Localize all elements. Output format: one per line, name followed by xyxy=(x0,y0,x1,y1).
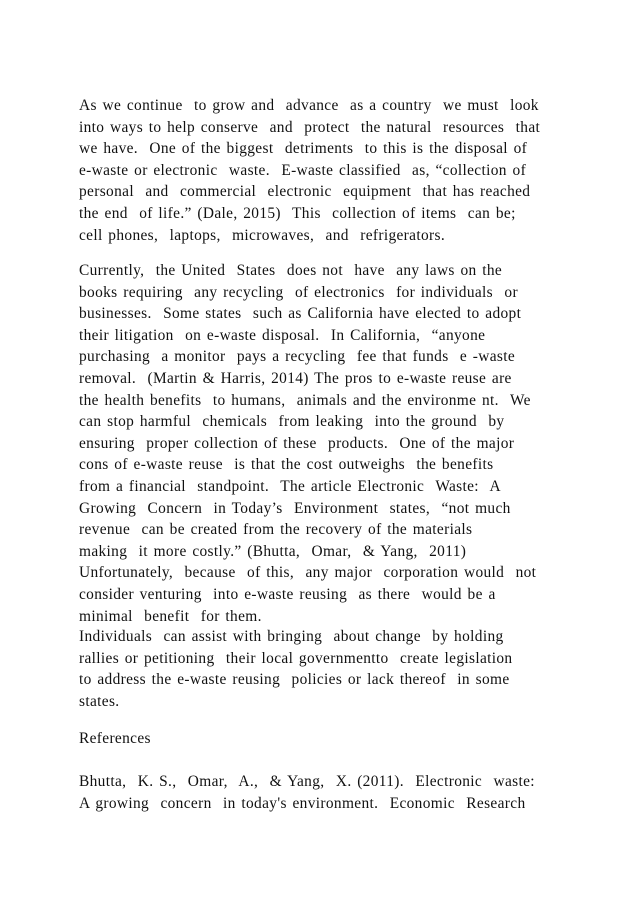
paragraph-laws xyxy=(79,260,579,627)
text-line: from a financial standpoint. The article Electronic Waste: A xyxy=(79,477,501,495)
reference-entry xyxy=(79,771,579,814)
text-line: making it more costly.” (Bhutta, Omar, & Yang, 2011) xyxy=(79,542,467,560)
text-line: personal and commercial electronic equipment that has reached xyxy=(79,183,531,201)
text-line: businesses. Some states such as California have elected to adopt xyxy=(79,305,522,323)
heading-text: References xyxy=(79,730,151,747)
text-line: rallies or petitioning their local governmentto create legislation xyxy=(79,649,513,667)
text-line: cons of e-waste reuse is that the cost outweighs the benefits xyxy=(79,456,494,474)
text-line: into ways to help conserve and protect the natural resources that xyxy=(79,118,541,136)
paragraph-intro xyxy=(79,95,579,246)
text-line: Unfortunately, because of this, any major corporation would not xyxy=(79,564,537,582)
text-line: e-waste or electronic waste. E-waste classified as, “collection of xyxy=(79,161,527,179)
text-line: can stop harmful chemicals from leaking into the ground by xyxy=(79,413,505,431)
text-line: cell phones, laptops, microwaves, and refrigerators. xyxy=(79,226,446,244)
text-line: Individuals can assist with bringing about change by holding xyxy=(79,628,504,645)
text-line: As we continue to grow and advance as a country we must look xyxy=(79,97,539,114)
text-line: the health benefits to humans, animals and the environme nt. We xyxy=(79,391,531,409)
text-line: removal. (Martin & Harris, 2014) The pros to e-waste reuse are xyxy=(79,369,512,387)
text-line: revenue can be created from the recovery of the materials xyxy=(79,521,473,539)
text-line: to address the e-waste reusing policies or lack thereof in some xyxy=(79,671,510,689)
text-line: consider venturing into e-waste reusing as there would be a xyxy=(79,585,496,603)
text-line: books requiring any recycling of electronics for individuals or xyxy=(79,283,518,301)
text-line: Bhutta, K. S., Omar, A., & Yang, X. (2011). Electronic waste: xyxy=(79,773,535,790)
paragraph-individuals xyxy=(79,626,579,712)
text-line: ensuring proper collection of these products. One of the major xyxy=(79,434,515,452)
text-line: Currently, the United States does not have any laws on the xyxy=(79,262,503,279)
text-line: their litigation on e-waste disposal. In California, “anyone xyxy=(79,326,486,344)
references-heading xyxy=(79,728,579,750)
text-line: purchasing a monitor pays a recycling fee that funds e -waste xyxy=(79,348,516,366)
text-line: states. xyxy=(79,692,120,710)
text-line: Growing Concern in Today’s Environment states, “not much xyxy=(79,499,511,517)
text-line: minimal benefit for them. xyxy=(79,607,262,625)
text-line: we have. One of the biggest detriments to this is the disposal of xyxy=(79,140,528,158)
text-line: A growing concern in today's environment. Economic Research xyxy=(79,794,526,812)
text-line: the end of life.” (Dale, 2015) This collection of items can be; xyxy=(79,204,516,222)
